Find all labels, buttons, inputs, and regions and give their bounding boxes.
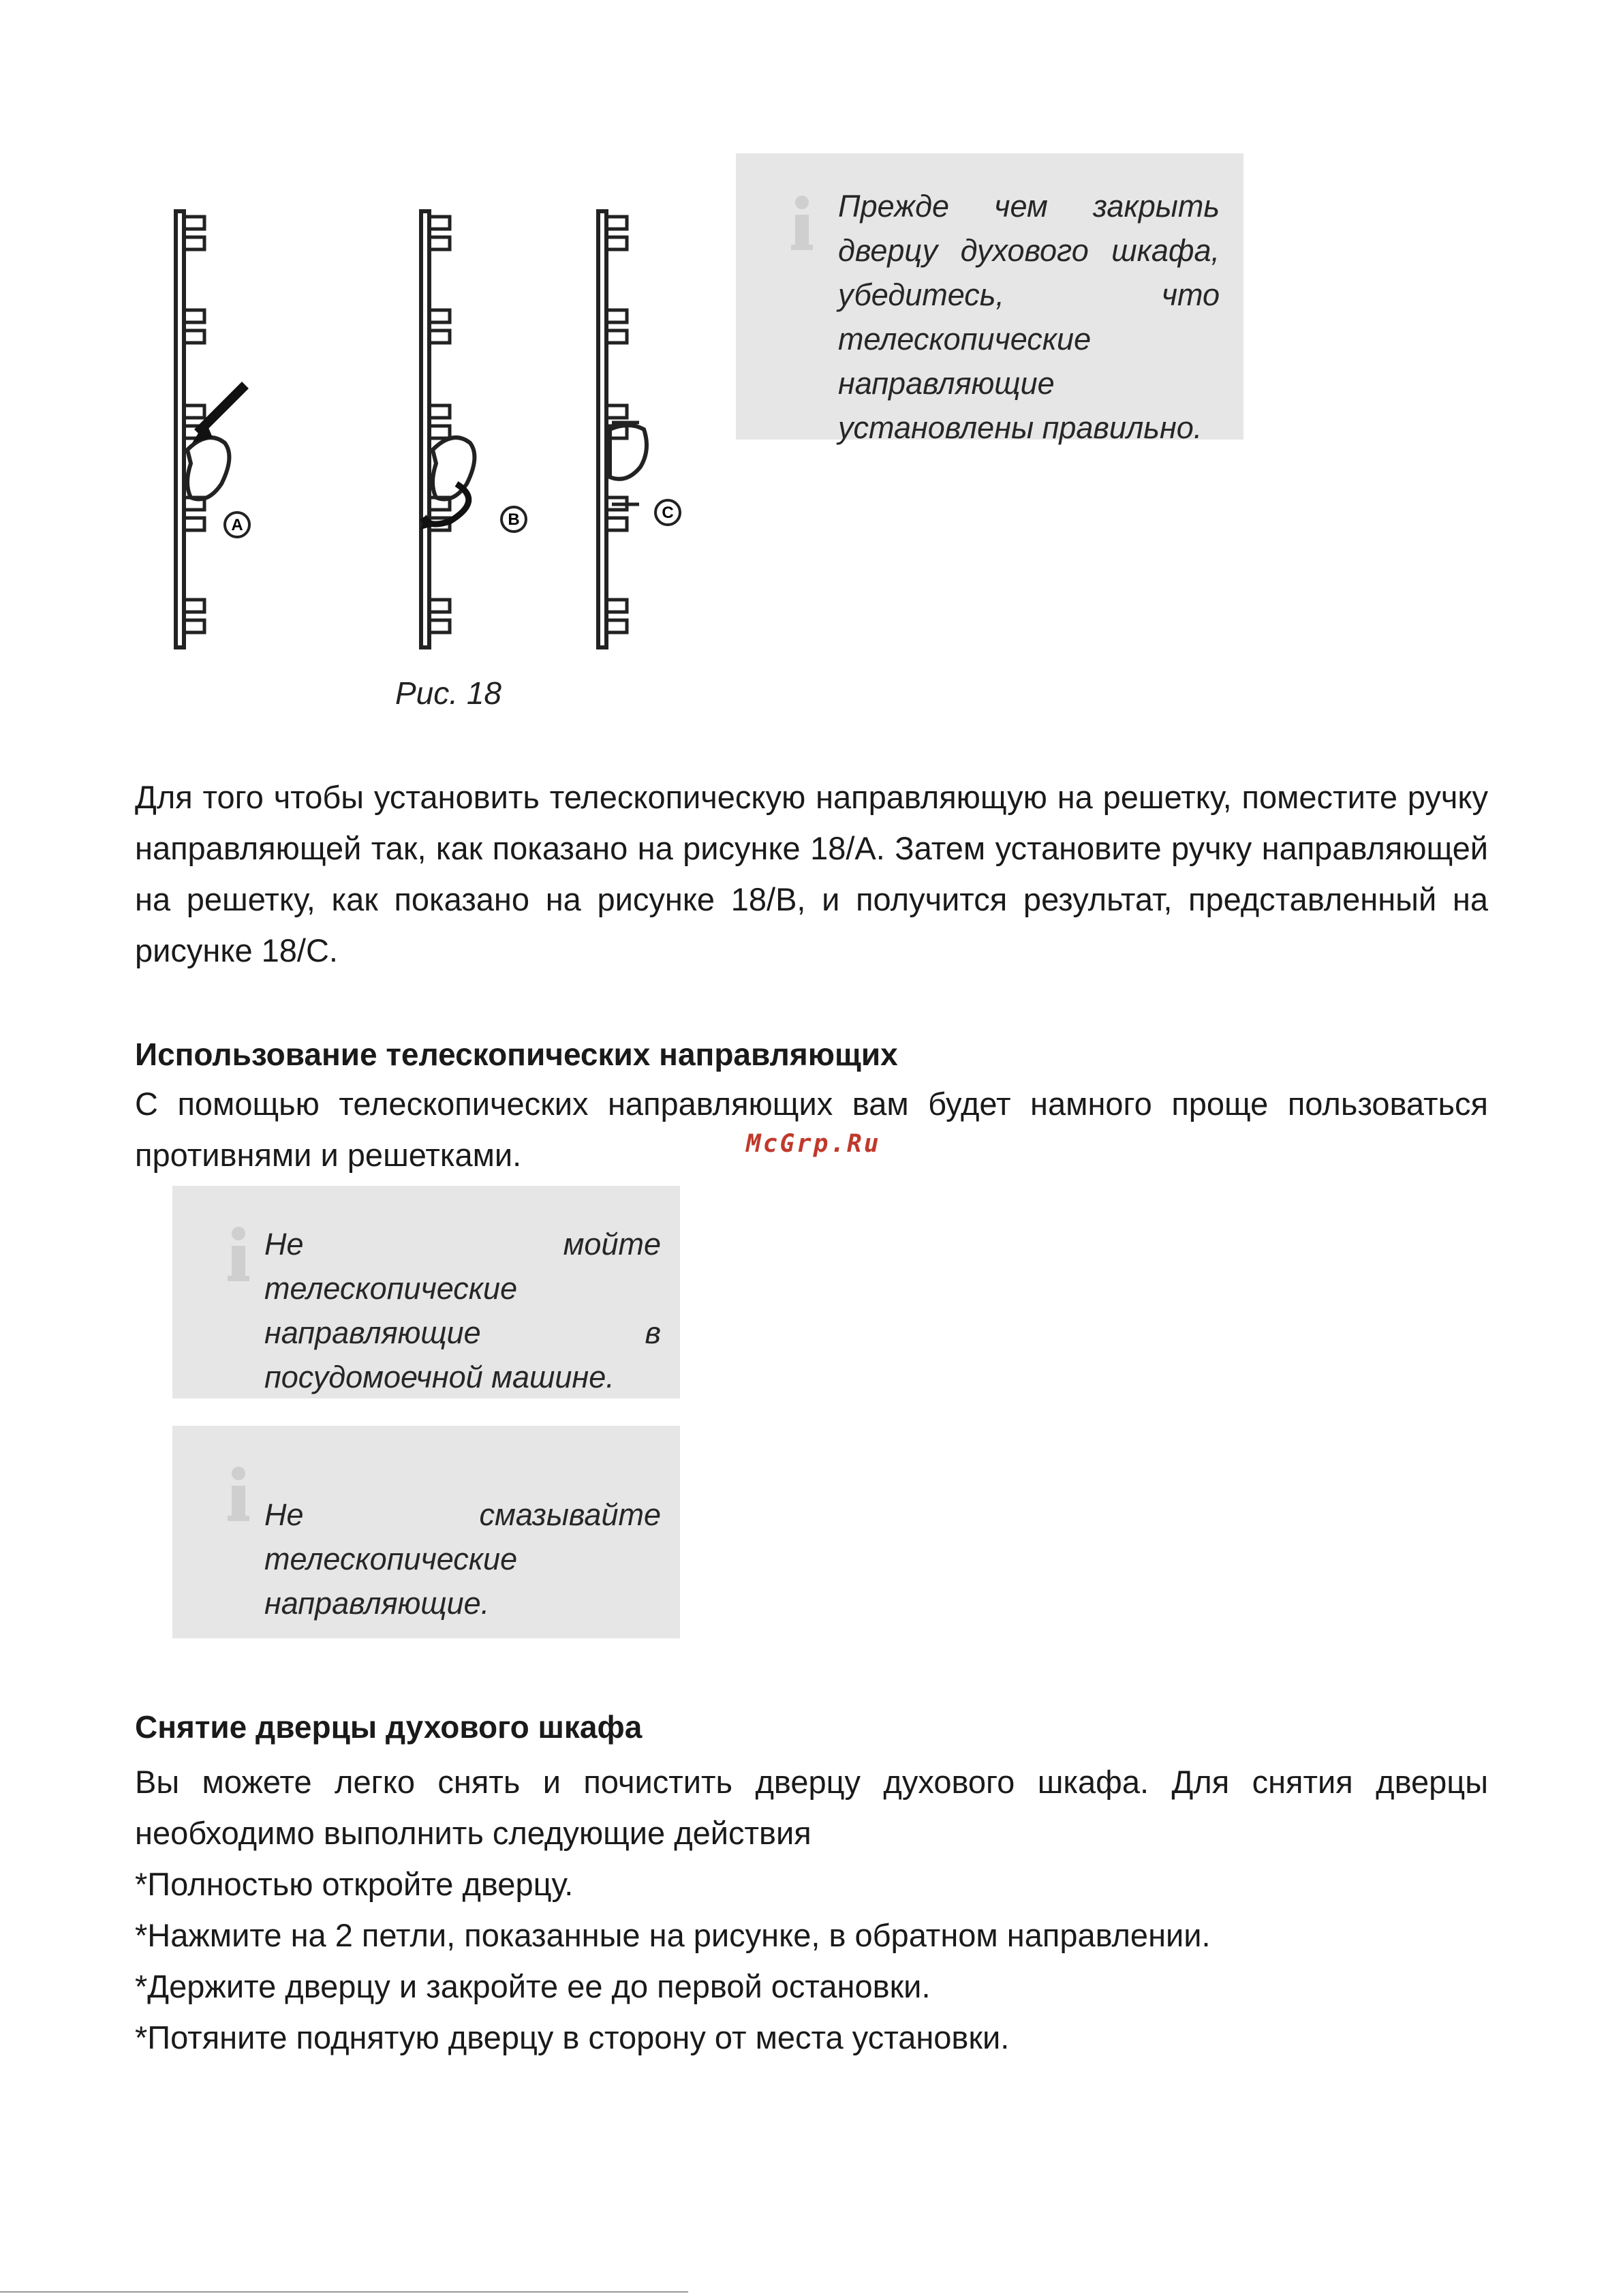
label-a: A (231, 516, 243, 534)
door-heading: Снятие дверцы духового шкафа (135, 1709, 643, 1745)
install-paragraph: Для того чтобы установить телескопическую направляющую на решетку, поместите ручку направляющей так, как показано на рисунке 18/A. Затем установите ручку направляющей на решетку, как показано на рисунке 18/B, и получится результат, представленный на рисунке 18/C. (135, 779, 1488, 968)
info-icon (223, 1225, 253, 1287)
figure-caption: Рис. 18 (395, 675, 501, 711)
step-3: *Держите дверцу и закройте ее до первой остановки. (135, 1968, 931, 2004)
usage-heading: Использование телескопических направляющих (135, 1037, 898, 1072)
watermark: McGrp.Ru (746, 1130, 881, 1158)
rail-a (176, 211, 245, 647)
label-c: C (662, 504, 674, 522)
figure-18-illustration (150, 198, 729, 661)
footer-divider (0, 2291, 688, 2293)
step-1: *Полностью откройте дверцу. (135, 1866, 574, 1902)
note-door-closing-text: Прежде чем закрыть дверцу духового шкафа, убедитесь, что телескопические направляющие установлены правильно. (838, 189, 1220, 445)
note-door-closing (736, 153, 1243, 445)
note-dishwasher (172, 1186, 680, 1398)
door-text: Вы можете легко снять и почистить дверцу духового шкафа. Для снятия дверцы необходимо выполнить следующие действия (135, 1764, 1488, 1851)
note-lubricate-text: Не смазывайте телескопические направляющие. (264, 1497, 661, 1621)
rail-c (598, 211, 647, 647)
label-b: B (508, 510, 520, 529)
step-4: *Потяните поднятую дверцу в сторону от места установки. (135, 2019, 1010, 2055)
rail-b (420, 211, 474, 647)
usage-text: С помощью телескопических направляющих вам будет намного проще пользоваться противнями и решетками. (135, 1086, 1488, 1173)
info-icon (787, 194, 817, 256)
info-icon (223, 1465, 253, 1527)
note-lubricate (172, 1426, 680, 1638)
step-2: *Нажмите на 2 петли, показанные на рисунке, в обратном направлении. (135, 1917, 1211, 1953)
note-dishwasher-text: Не мойте телескопические направляющие в посудомоечной машине. (264, 1227, 661, 1394)
